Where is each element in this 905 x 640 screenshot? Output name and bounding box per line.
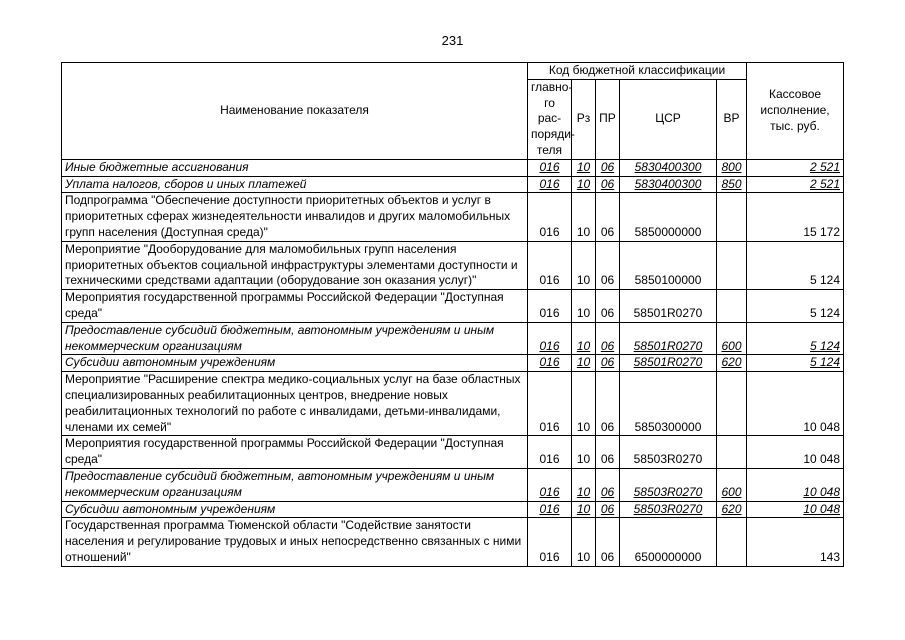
cell-name: Предоставление субсидий бюджетным, автономным учреждениям и иным некоммерческим организациям	[62, 322, 528, 355]
header-amount: Кассовое исполнение, тыс. руб.	[747, 63, 844, 160]
table-row	[62, 176, 844, 193]
table-row	[62, 322, 844, 355]
cell-vr	[717, 290, 747, 323]
cell-name: Подпрограмма "Обеспечение доступности приоритетных объектов и услуг в приоритетных сферах жизнедеятельности инвалидов и других маломобильных групп населения (Доступная среда)"	[62, 193, 528, 241]
cell-pr: 06	[596, 241, 620, 289]
table-row	[62, 436, 844, 469]
cell-name: Уплата налогов, сборов и иных платежей	[62, 176, 528, 193]
cell-amount: 5 124	[747, 241, 844, 289]
budget-table	[61, 62, 844, 567]
cell-amount: 10 048	[747, 468, 844, 501]
table-header	[62, 63, 844, 160]
cell-glav: 016	[528, 290, 572, 323]
cell-rz: 10	[572, 518, 596, 566]
header-glav: главно-го рас-поряди-теля	[528, 79, 572, 159]
cell-csr: 58503R0270	[620, 468, 717, 501]
cell-amount: 143	[747, 518, 844, 566]
cell-name: Мероприятие "Расширение спектра медико-социальных услуг на базе областных специализированных реабилитационных центров, внедрение новых реабилитационных технологий по работе с инвалидами, детьми-инвалидами, членами их семей"	[62, 372, 528, 436]
cell-vr	[717, 193, 747, 241]
table-row	[62, 355, 844, 372]
cell-name: Мероприятия государственной программы Российской Федерации "Доступная среда"	[62, 436, 528, 469]
cell-vr: 850	[717, 176, 747, 193]
cell-vr: 600	[717, 322, 747, 355]
cell-vr	[717, 241, 747, 289]
cell-vr: 620	[717, 501, 747, 518]
cell-csr: 58503R0270	[620, 501, 717, 518]
cell-pr: 06	[596, 372, 620, 436]
header-rz: Рз	[572, 79, 596, 159]
cell-glav: 016	[528, 241, 572, 289]
cell-amount: 5 124	[747, 322, 844, 355]
cell-glav: 016	[528, 355, 572, 372]
cell-pr: 06	[596, 193, 620, 241]
cell-amount: 15 172	[747, 193, 844, 241]
cell-vr	[717, 372, 747, 436]
header-group: Код бюджетной классификации	[528, 63, 747, 80]
cell-rz: 10	[572, 436, 596, 469]
cell-pr: 06	[596, 518, 620, 566]
table-row	[62, 501, 844, 518]
table-row	[62, 193, 844, 241]
page-number: 231	[441, 33, 464, 48]
cell-rz: 10	[572, 193, 596, 241]
cell-rz: 10	[572, 468, 596, 501]
cell-amount: 2 521	[747, 159, 844, 176]
cell-csr: 5850300000	[620, 372, 717, 436]
header-pr: ПР	[596, 79, 620, 159]
cell-pr: 06	[596, 501, 620, 518]
cell-pr: 06	[596, 436, 620, 469]
cell-name: Субсидии автономным учреждениям	[62, 501, 528, 518]
cell-csr: 5830400300	[620, 176, 717, 193]
cell-glav: 016	[528, 372, 572, 436]
cell-name: Иные бюджетные ассигнования	[62, 159, 528, 176]
cell-vr	[717, 436, 747, 469]
cell-glav: 016	[528, 176, 572, 193]
table-row	[62, 372, 844, 436]
cell-pr: 06	[596, 468, 620, 501]
cell-rz: 10	[572, 501, 596, 518]
table-row	[62, 518, 844, 566]
table-row	[62, 290, 844, 323]
cell-glav: 016	[528, 322, 572, 355]
header-name: Наименование показателя	[62, 63, 528, 160]
table-body	[62, 159, 844, 566]
cell-csr: 5850000000	[620, 193, 717, 241]
cell-glav: 016	[528, 518, 572, 566]
cell-name: Предоставление субсидий бюджетным, автономным учреждениям и иным некоммерческим организациям	[62, 468, 528, 501]
cell-pr: 06	[596, 290, 620, 323]
table-row	[62, 241, 844, 289]
cell-csr: 58501R0270	[620, 290, 717, 323]
cell-rz: 10	[572, 159, 596, 176]
header-vr: ВР	[717, 79, 747, 159]
cell-csr: 58503R0270	[620, 436, 717, 469]
cell-rz: 10	[572, 241, 596, 289]
cell-name: Мероприятие "Дооборудование для маломобильных групп населения приоритетных объектов социальной инфраструктуры элементами доступности и техническими средствами адаптации (оборудование зон оказания услуг)"	[62, 241, 528, 289]
cell-rz: 10	[572, 176, 596, 193]
cell-pr: 06	[596, 322, 620, 355]
cell-pr: 06	[596, 176, 620, 193]
cell-vr: 600	[717, 468, 747, 501]
cell-glav: 016	[528, 436, 572, 469]
cell-vr: 800	[717, 159, 747, 176]
cell-glav: 016	[528, 193, 572, 241]
cell-rz: 10	[572, 322, 596, 355]
cell-rz: 10	[572, 355, 596, 372]
cell-name: Мероприятия государственной программы Российской Федерации "Доступная среда"	[62, 290, 528, 323]
header-csr: ЦСР	[620, 79, 717, 159]
cell-rz: 10	[572, 290, 596, 323]
cell-amount: 10 048	[747, 501, 844, 518]
cell-csr: 58501R0270	[620, 355, 717, 372]
cell-amount: 10 048	[747, 436, 844, 469]
cell-csr: 6500000000	[620, 518, 717, 566]
cell-vr	[717, 518, 747, 566]
cell-glav: 016	[528, 159, 572, 176]
cell-vr: 620	[717, 355, 747, 372]
table-row	[62, 468, 844, 501]
cell-csr: 5830400300	[620, 159, 717, 176]
cell-amount: 10 048	[747, 372, 844, 436]
cell-csr: 58501R0270	[620, 322, 717, 355]
table-row	[62, 159, 844, 176]
cell-name: Субсидии автономным учреждениям	[62, 355, 528, 372]
cell-csr: 5850100000	[620, 241, 717, 289]
cell-amount: 5 124	[747, 355, 844, 372]
cell-rz: 10	[572, 372, 596, 436]
cell-pr: 06	[596, 159, 620, 176]
cell-glav: 016	[528, 468, 572, 501]
cell-pr: 06	[596, 355, 620, 372]
cell-amount: 5 124	[747, 290, 844, 323]
cell-amount: 2 521	[747, 176, 844, 193]
cell-name: Государственная программа Тюменской области "Содействие занятости населения и регулирование трудовых и иных непосредственно связанных с ними отношений"	[62, 518, 528, 566]
cell-glav: 016	[528, 501, 572, 518]
